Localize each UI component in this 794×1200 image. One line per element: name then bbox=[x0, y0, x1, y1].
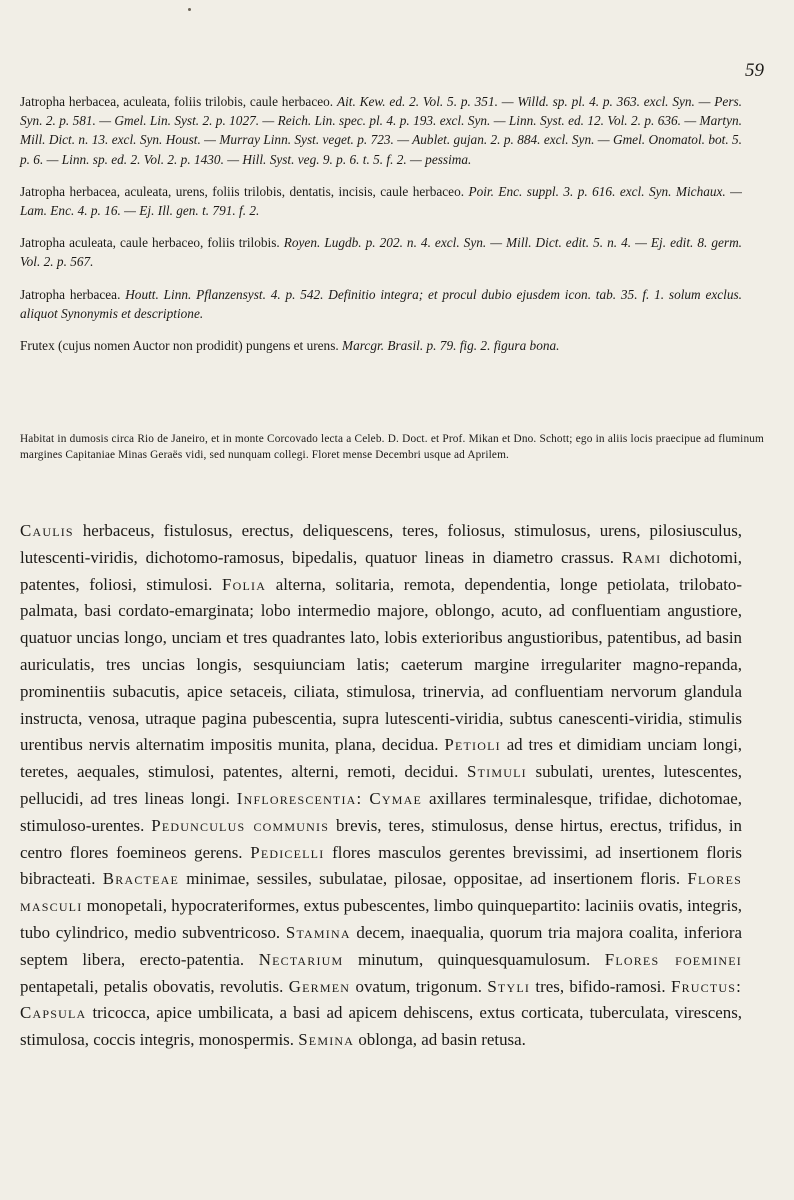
description-term: Pedicelli bbox=[250, 842, 325, 862]
description-text: minutum, quinquesquamulosum. bbox=[343, 949, 605, 969]
reference-text: Frutex (cujus nomen Auctor non prodidit) pungens et urens. bbox=[20, 338, 339, 354]
description-text: subulati, urentes, lutescentes, pellucidi, ad tres lineas longi. bbox=[20, 762, 742, 808]
synonym-references bbox=[20, 92, 742, 368]
reference-entry bbox=[20, 233, 742, 271]
description-text: oblonga, ad basin retusa. bbox=[354, 1030, 526, 1050]
description-term: Rami bbox=[621, 547, 662, 567]
description-text: alterna, solitaria, remota, dependentia, longe petiolata, trilobato-palmata, basi cordato-emarginata; lobo intermedio majore, oblongo, acuto, ad confluentiam angustiore, quatuor uncias longo, unciam et tres quadrantes lato, lobis exterioribus angustioribus, patentibus, ad basin auriculatis, tres uncias longis, sesquiunciam latis; caeterum margine irregulariter magno-repanda, prominentiis subacutis, apice setaceis, ciliata, stimulosa, trinervia, ad confluentiam nervorum glandula instructa, venosa, utraque pagina pubescentia, supra lutescenti-viridia, subtus canescenti-viridia, stimulis urentibus nervis alternatim impositis munita, plana, decidua. bbox=[20, 574, 742, 755]
description-term: Folia bbox=[222, 574, 267, 594]
description-text: decem, inaequalia, quorum tria majora coalita, inferiora septem libera, erecto-patentia. bbox=[20, 922, 742, 969]
reference-text: Jatropha herbacea, aculeata, urens, foliis trilobis, dentatis, incisis, caule herbaceo. bbox=[20, 183, 465, 199]
description-text: minimae, sessiles, subulatae, pilosae, oppositae, ad insertionem floris. bbox=[179, 869, 688, 889]
description-term: Fructus: bbox=[670, 976, 742, 996]
reference-text: Jatropha herbacea. bbox=[20, 286, 121, 302]
reference-citations: Ait. Kew. ed. 2. Vol. 5. p. 351. — Willd. sp. pl. 4. p. 363. excl. Syn. — Pers. Syn. 2. p. 581. — Gmel. Lin. Syst. 2. p. 1027. — Reich. Lin. spec. pl. 4. p. 193. excl. Syn. — Linn. Syst. ed. 12. Vol. 2. p. 636. — Martyn. Mill. Dict. n. 13. excl. Syn. Houst. — Murray Linn. Syst. veget. p. 723. — Aublet. gujan. 2. p. 884. excl. Syn. — Gmel. Onomatol. bot. 5. p. 6. — Linn. sp. ed. 2. Vol. 2. p. 1430. — Hill. Syst. veg. 9. p. 6. t. 5. f. 2. — pessima. bbox=[20, 94, 743, 167]
habitat-paragraph: Habitat in dumosis circa Rio de Janeiro, et in monte Corcovado lecta a Celeb. D. Doct. et Prof. Mikan et Dno. Schott; ego in aliis locis praecipue ad fluminum margines Capitaniae Minas Geraës vidi, sed nunquam collegi. Floret mense Decembri usque ad Aprilem. bbox=[20, 433, 764, 461]
description-term: Styli bbox=[487, 976, 531, 996]
ink-speck bbox=[188, 8, 191, 11]
reference-text: Jatropha herbacea, aculeata, foliis trilobis, caule herbaceo. bbox=[20, 94, 334, 109]
page-number: 59 bbox=[745, 60, 764, 81]
reference-citations: Houtt. Linn. Pflanzensyst. 4. p. 542. Definitio integra; et procul dubio ejusdem icon. tab. 35. f. 1. solum exclus. aliquot Synonymis et descriptione. bbox=[20, 286, 742, 321]
reference-entry bbox=[20, 182, 742, 220]
description-term: Flores masculi bbox=[20, 869, 742, 916]
description-term: Inflorescentia: bbox=[236, 788, 363, 808]
description-term: Flores foeminei bbox=[604, 949, 742, 969]
description-term: Petioli bbox=[444, 735, 501, 755]
reference-citations: Poir. Enc. suppl. 3. p. 616. excl. Syn. Michaux. — Lam. Enc. 4. p. 16. — Ej. Ill. gen. t. 791. f. 2. bbox=[20, 183, 742, 219]
description-term: Capsula bbox=[20, 1003, 87, 1023]
description-text: herbaceus, fistulosus, erectus, deliquescens, teres, foliosus, stimulosus, urens, pilosiusculus, lutescenti-viridis, dichotomo-ramosus, bipedalis, quatuor lineas in diametro crassus. bbox=[20, 521, 742, 567]
description-term: Pedunculus communis bbox=[151, 815, 330, 835]
description-text: ad tres et dimidiam unciam longi, teretes, aequales, stimulosi, patentes, alterni, remoti, decidui. bbox=[20, 735, 742, 782]
description-term: Cymae bbox=[369, 788, 422, 808]
description-text: tricocca, apice umbilicata, a basi ad apicem dehiscens, extus corticata, tuberculata, virescens, stimulosa, coccis integris, monospermis. bbox=[20, 1003, 742, 1050]
description-term: Nectarium bbox=[258, 949, 344, 969]
reference-citations: Marcgr. Brasil. p. 79. fig. 2. figura bona. bbox=[342, 338, 560, 354]
description-text: tres, bifido-ramosi. bbox=[530, 976, 671, 996]
description-term: Germen bbox=[288, 976, 351, 996]
description-term: Semina bbox=[298, 1030, 355, 1050]
description-text: flores masculos gerentes brevissimi, ad insertionem floris bibracteati. bbox=[20, 842, 742, 889]
description-term: Stimuli bbox=[467, 762, 527, 782]
description-text: axillares terminalesque, trifidae, dichotomae, stimuloso-urentes. bbox=[20, 788, 742, 835]
reference-entry bbox=[20, 336, 742, 355]
reference-citations: Royen. Lugdb. p. 202. n. 4. excl. Syn. — Mill. Dict. edit. 5. n. 4. — Ej. edit. 8. germ. Vol. 2. p. 567. bbox=[20, 235, 743, 270]
description-text: ovatum, trigonum. bbox=[350, 976, 488, 996]
description-paragraph bbox=[20, 518, 742, 1054]
description-term: Caulis bbox=[20, 521, 74, 540]
description-term: Stamina bbox=[285, 922, 351, 942]
description-text: brevis, teres, stimulosus, dense hirtus, erectus, trifidus, in centro flores foemineos gerens. bbox=[20, 815, 742, 862]
description-text: monopetali, hypocrateriformes, extus pubescentes, limbo quinquepartito: laciniis ovatis, integris, tubo cylindrico, medio subventricoso. bbox=[20, 896, 742, 942]
description-text: dichotomi, patentes, foliosi, stimulosi. bbox=[20, 547, 742, 594]
description-term: Bracteae bbox=[102, 869, 179, 889]
reference-entry bbox=[20, 285, 742, 323]
description-text: pentapetali, petalis obovatis, revolutis. bbox=[20, 976, 289, 996]
reference-text: Jatropha aculeata, caule herbaceo, foliis trilobis. bbox=[20, 235, 280, 251]
reference-entry bbox=[20, 92, 742, 169]
